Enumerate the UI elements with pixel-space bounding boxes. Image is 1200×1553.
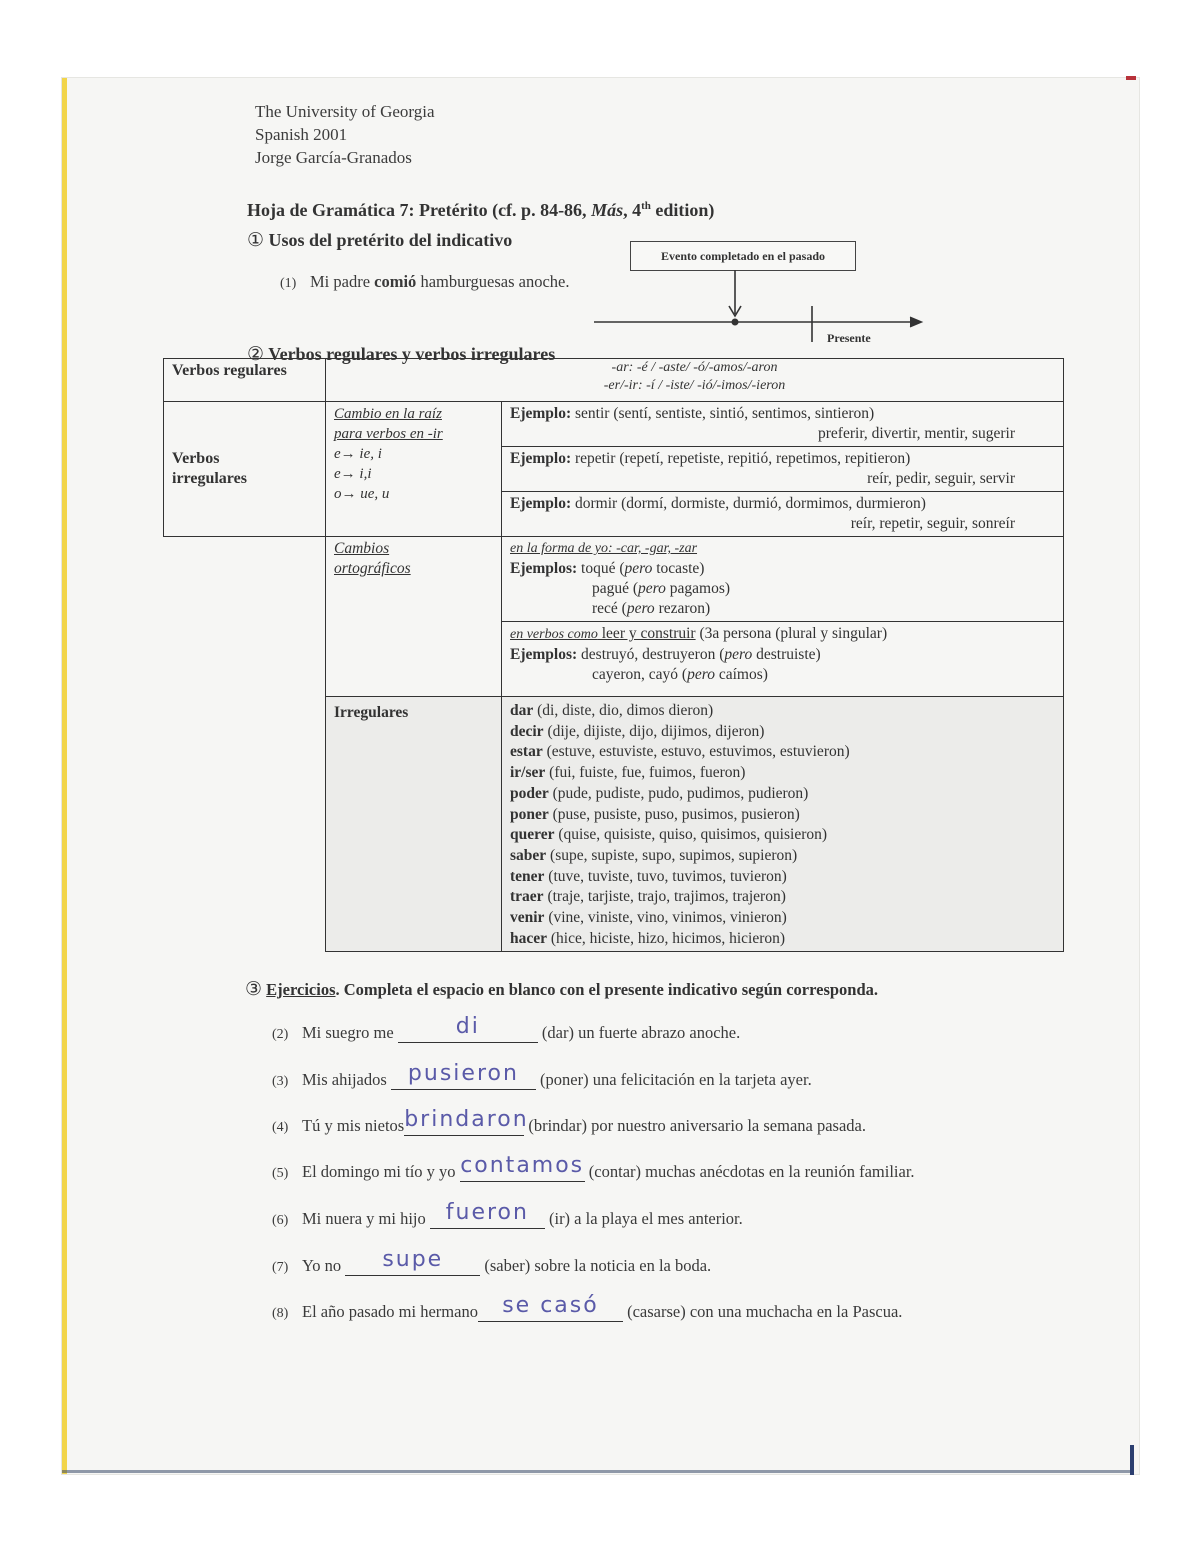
section-3-label: Ejercicios — [266, 980, 336, 999]
exercise-prompt: El domingo mi tío y yo — [302, 1162, 460, 1181]
exercise-number: (8) — [272, 1306, 289, 1321]
verb: ir/ser — [510, 764, 546, 782]
forms: (supe, supiste, supo, supimos, supieron) — [546, 846, 798, 864]
yo-form-rule: en la forma de yo: -car, -gar, -zar — [510, 541, 698, 556]
forms: (quise, quisiste, quiso, quisimos, quisieron) — [554, 826, 828, 844]
answer-blank[interactable] — [404, 1107, 529, 1136]
pague: pagué ( — [592, 580, 639, 597]
section-1-heading — [247, 229, 512, 251]
irregular-verb-row — [510, 825, 1055, 846]
answer-blank[interactable] — [460, 1153, 585, 1182]
irregulares-label: Irregulares — [326, 697, 502, 952]
ex-repetir: repetir (repetí, repetiste, repitió, repetimos, repitieron) — [571, 450, 911, 467]
example-1 — [280, 272, 570, 292]
answer-blank[interactable] — [398, 1014, 538, 1043]
exercise-row — [272, 1107, 866, 1136]
exercise-prompt: Yo no — [302, 1256, 346, 1275]
handwritten-answer: fueron — [445, 1200, 529, 1225]
ex-sentir-more: preferir, divertir, mentir, sugerir — [818, 425, 1015, 442]
handwritten-answer: brindaron — [404, 1107, 529, 1132]
course-code: Spanish 2001 — [255, 125, 348, 144]
timeline-event-dot — [732, 319, 739, 326]
ejemplo-label: Ejemplo: — [510, 405, 572, 422]
forms: (traje, tarjiste, trajo, trajimos, trajeron) — [543, 888, 786, 906]
forms: (vine, viniste, vino, vinimos, vinieron) — [544, 909, 787, 927]
verb: poder — [510, 784, 549, 802]
conjugation-table — [163, 358, 1064, 952]
exercise-tail: (casarse) con una muchacha en la Pascua. — [622, 1302, 903, 1321]
exercise-tail: (brindar) por nuestro aniversario la semana pasada. — [524, 1116, 866, 1135]
exercise-tail: (poner) una felicitación en la tarjeta ayer. — [535, 1070, 812, 1089]
irregular-label — [164, 402, 326, 537]
stem-change-title-1: Cambio en la raíz — [334, 406, 442, 422]
exercise-tail: (dar) un fuerte abrazo anoche. — [537, 1023, 741, 1042]
exercise-number: (3) — [272, 1074, 289, 1089]
regular-label: Verbos regulares — [164, 359, 326, 402]
example-sentir — [502, 402, 1064, 447]
instructor-name: Jorge García-Granados — [255, 148, 412, 167]
exercise-number: (2) — [272, 1027, 289, 1042]
irregular-verb-row — [510, 867, 1055, 888]
yo-form-examples — [502, 537, 1064, 622]
exercise-row — [272, 1247, 712, 1276]
irregular-verb-row — [510, 722, 1055, 743]
exercise-prompt: El año pasado mi hermano — [302, 1302, 478, 1321]
circled-three-icon: ③ — [245, 978, 263, 1000]
circled-one-icon: ① — [247, 229, 265, 251]
timeline-event-box: Evento completado en el pasado — [630, 241, 856, 271]
verb: tener — [510, 867, 545, 885]
irregular-verb-row — [510, 742, 1055, 763]
table-row-stem-1 — [164, 402, 1064, 447]
example-number: (1) — [280, 276, 297, 291]
page-title — [247, 200, 714, 221]
answer-blank[interactable] — [430, 1200, 545, 1229]
timeline-diagram — [590, 270, 935, 350]
ex-dormir: dormir (dormí, dormiste, durmió, dormimos, durmieron) — [571, 495, 926, 512]
handwritten-answer: di — [455, 1014, 480, 1039]
stem-o-ue: o→ ue, u — [334, 486, 390, 502]
verb: decir — [510, 722, 544, 740]
forms: (dije, dijiste, dijo, dijimos, dijeron) — [543, 722, 765, 740]
irregular-verb-row — [510, 887, 1055, 908]
regular-endings — [326, 359, 1064, 402]
stem-change-title-2: para verbos en -ir — [334, 426, 443, 442]
leer-rule: leer y construir — [597, 625, 696, 642]
irregular-verb-row — [510, 701, 1055, 722]
ex-sentir: sentir (sentí, sentiste, sintió, sentimos, sintieron) — [571, 405, 875, 422]
ejemplos-label: Ejemplos: — [510, 646, 578, 663]
example-post: hamburguesas anoche. — [416, 272, 570, 291]
course-header — [255, 100, 435, 169]
title-text: Hoja de Gramática 7: Pretérito (cf. p. 84-86, — [247, 200, 592, 220]
handwritten-answer: supe — [382, 1247, 444, 1272]
stem-e-i: e→ i,i — [334, 466, 372, 482]
page-bottom-edge — [62, 1470, 1134, 1473]
answer-blank[interactable] — [478, 1293, 623, 1322]
verb: estar — [510, 743, 543, 761]
exercise-row — [272, 1061, 812, 1090]
circled-two-icon: ② — [247, 343, 265, 365]
section-3-instruction: . Completa el espacio en blanco con el presente indicativo según corresponda. — [335, 980, 879, 999]
irregular-verb-row — [510, 763, 1055, 784]
orto-title-2: ortográficos — [334, 560, 411, 577]
irregular-verb-row — [510, 805, 1055, 826]
exercise-number: (6) — [272, 1213, 289, 1228]
verb: venir — [510, 909, 545, 927]
exercise-prompt: Mis ahijados — [302, 1070, 391, 1089]
page-corner-mark — [1126, 76, 1136, 80]
pero: pero — [724, 646, 753, 663]
example-pre: Mi padre — [310, 272, 375, 291]
forms: (estuve, estuviste, estuvo, estuvimos, estuvieron) — [542, 743, 850, 761]
exercise-prompt: Mi suegro me — [302, 1023, 398, 1042]
ejemplo-label: Ejemplo: — [510, 495, 572, 512]
verb: saber — [510, 846, 547, 864]
pero: pero — [626, 600, 655, 617]
irregular-verbs-list — [502, 697, 1064, 952]
toque-tail: tocaste) — [652, 560, 705, 577]
title-book: Más — [591, 200, 624, 220]
page-edge-mark — [1130, 1445, 1134, 1475]
forms: (hice, hiciste, hizo, hicimos, hicieron) — [547, 929, 786, 947]
verb: hacer — [510, 929, 548, 947]
irregular-verb-row — [510, 908, 1055, 929]
university-name: The University of Georgia — [255, 102, 435, 121]
exercise-number: (5) — [272, 1166, 289, 1181]
leer-rule-italic: en verbos como — [510, 627, 598, 642]
orthographic-cell — [326, 537, 502, 697]
ejemplo-label: Ejemplo: — [510, 450, 572, 467]
exercise-prompt: Mi nuera y mi hijo — [302, 1209, 430, 1228]
irregular-verb-row — [510, 784, 1055, 805]
leer-examples — [502, 622, 1064, 697]
ending-er-ir: -er/-ir: -í / -iste/ -ió/-imos/-ieron — [603, 378, 786, 393]
exercise-tail: (ir) a la playa el mes anterior. — [544, 1209, 743, 1228]
title-edition-tail: edition) — [650, 200, 715, 220]
pero: pero — [624, 560, 653, 577]
verb: dar — [510, 702, 534, 719]
leer-rule-tail: (3a persona (plural y singular) — [695, 625, 888, 642]
ejemplos-label: Ejemplos: — [510, 560, 578, 577]
empty-cell — [164, 537, 326, 952]
section-2-label: Verbos regulares y verbos irregulares — [268, 344, 556, 364]
verb: traer — [510, 888, 544, 906]
exercise-row — [272, 1200, 743, 1229]
rece-tail: rezaron) — [654, 600, 711, 617]
destruyo: destruyó, destruyeron ( — [577, 646, 725, 663]
exercise-number: (7) — [272, 1260, 289, 1275]
pague-tail: pagamos) — [665, 580, 731, 597]
exercise-prompt: Tú y mis nietos — [302, 1116, 405, 1135]
forms: (fui, fuiste, fue, fuimos, fueron) — [545, 764, 746, 782]
example-verb: comió — [374, 272, 417, 291]
exercise-number: (4) — [272, 1120, 289, 1135]
destruyo-tail: destruiste) — [752, 646, 821, 663]
ex-repetir-more: reír, pedir, seguir, servir — [867, 470, 1015, 487]
rece: recé ( — [592, 600, 627, 617]
cayeron-tail: caímos) — [714, 666, 768, 683]
exercise-row — [272, 1014, 741, 1043]
verb: querer — [510, 826, 555, 844]
irregular-label-1: Verbos — [172, 450, 220, 467]
timeline-axis-arrow — [910, 317, 922, 327]
orto-title-1: Cambios — [334, 540, 390, 557]
example-dormir — [502, 492, 1064, 537]
irregular-verb-row — [510, 929, 1055, 950]
stem-change-cell — [326, 402, 502, 537]
irregular-label-2: irregulares — [172, 470, 247, 487]
exercise-tail: (contar) muchas anécdotas en la reunión familiar. — [584, 1162, 915, 1181]
title-edition-sup: th — [641, 200, 651, 212]
section-1-label: Usos del pretérito del indicativo — [268, 230, 513, 250]
toque: toqué ( — [577, 560, 625, 577]
exercise-tail: (saber) sobre la noticia en la boda. — [480, 1256, 712, 1275]
table-row-orto-1 — [164, 537, 1064, 622]
forms: (puse, pusiste, puso, pusimos, pusieron) — [548, 805, 800, 823]
ex-dormir-more: reír, repetir, seguir, sonreír — [850, 515, 1015, 532]
forms: (di, diste, dio, dimos dieron) — [533, 702, 714, 719]
exercise-row — [272, 1293, 903, 1322]
answer-blank[interactable] — [391, 1061, 536, 1090]
verb: poner — [510, 805, 549, 823]
table-row-regular — [164, 359, 1064, 402]
pero: pero — [638, 580, 666, 597]
exercise-row — [272, 1153, 915, 1182]
timeline-present-label: Presente — [827, 331, 871, 345]
title-edition: , 4 — [623, 200, 642, 220]
forms: (pude, pudiste, pudo, pudimos, pudieron) — [548, 784, 809, 802]
stem-e-ie: e→ ie, i — [334, 446, 382, 462]
answer-blank[interactable] — [345, 1247, 480, 1276]
handwritten-answer: pusieron — [407, 1061, 519, 1086]
section-3-heading — [245, 978, 878, 1000]
irregular-verb-row — [510, 846, 1055, 867]
forms: (tuve, tuviste, tuvo, tuvimos, tuvieron) — [544, 867, 787, 885]
handwritten-answer: contamos — [460, 1153, 585, 1178]
example-repetir — [502, 447, 1064, 492]
handwritten-answer: se casó — [502, 1293, 599, 1318]
cayeron: cayeron, cayó ( — [592, 666, 688, 683]
ending-ar: -ar: -é / -aste/ -ó/-amos/-aron — [611, 360, 778, 375]
pero: pero — [687, 666, 715, 683]
